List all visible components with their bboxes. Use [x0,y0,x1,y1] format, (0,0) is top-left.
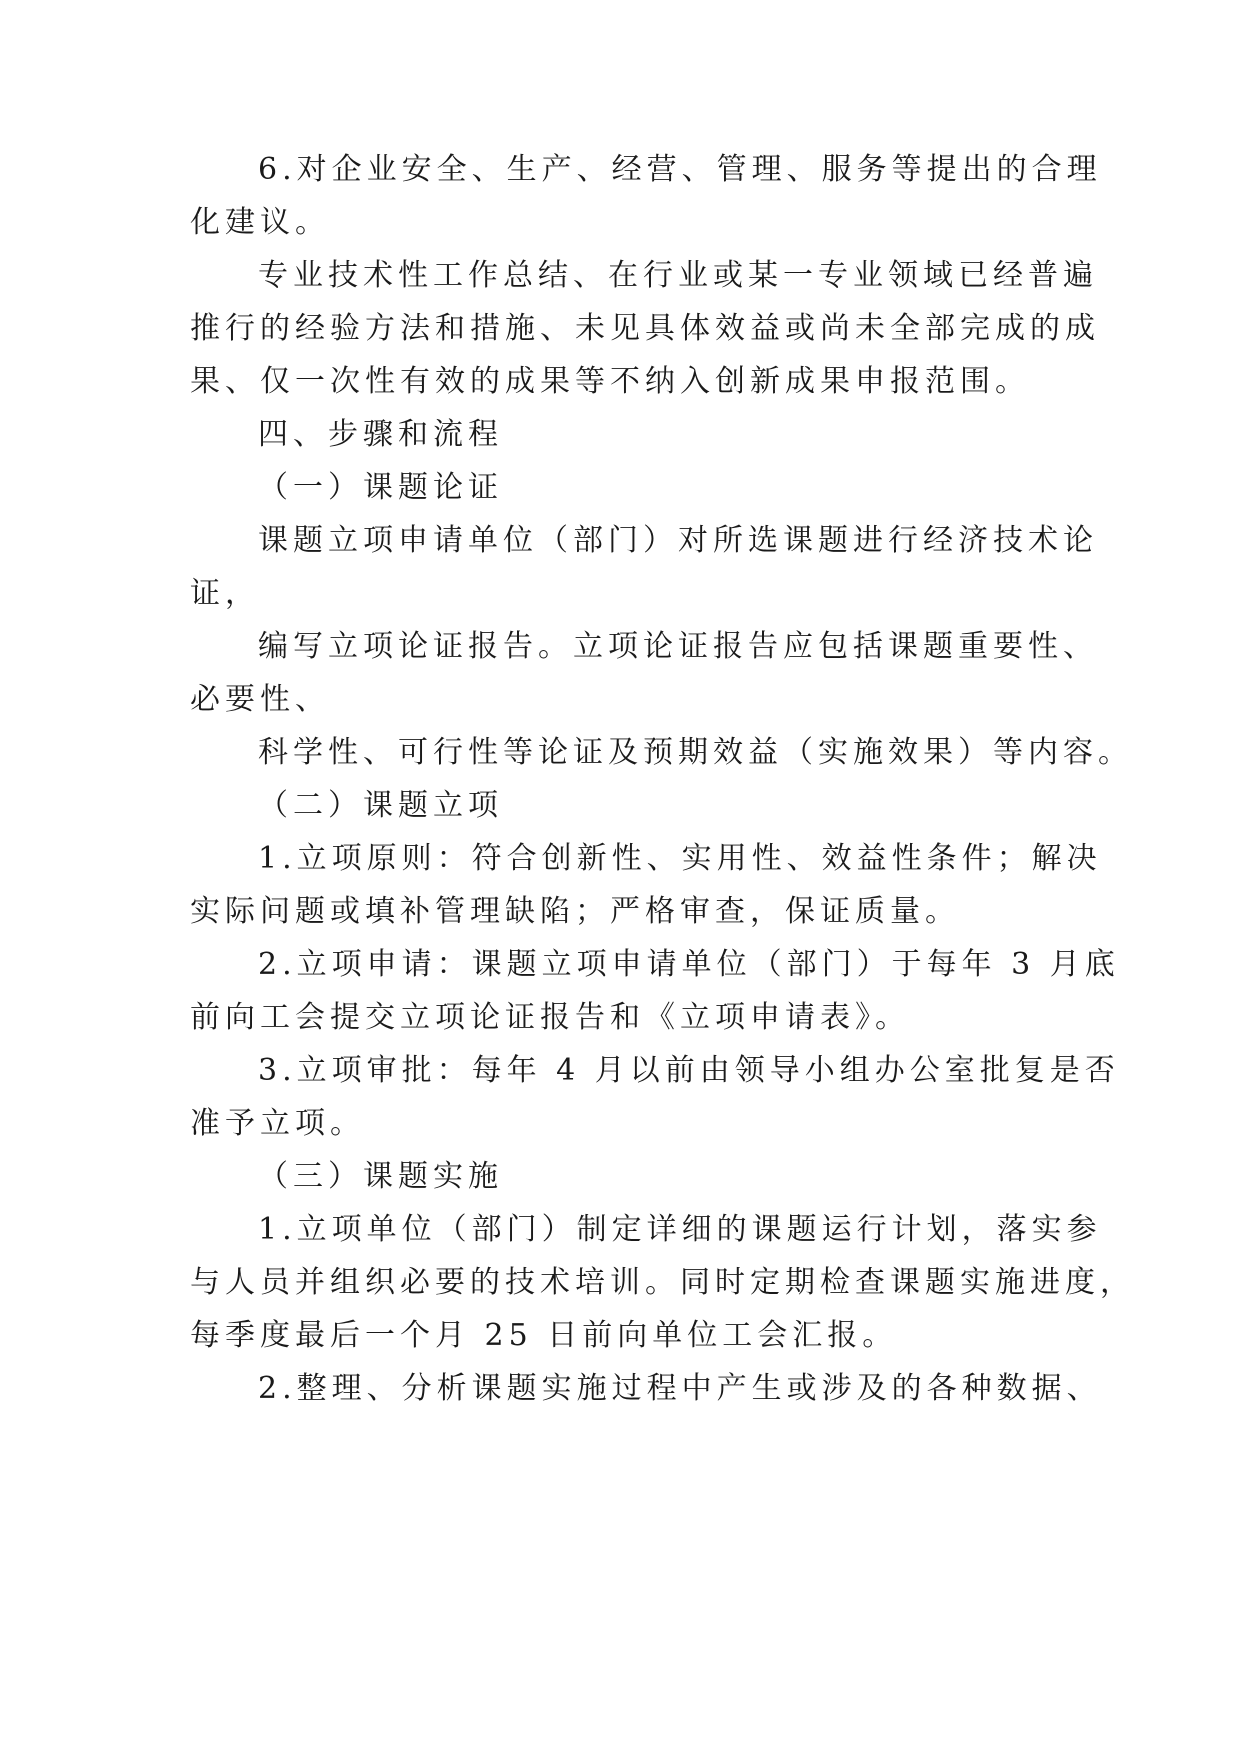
paragraph-line: 6.对企业安全、生产、经营、管理、服务等提出的合理 [258,152,1102,187]
paragraph-line: 必要性、 [190,682,330,717]
paragraph-line: 3.立项审批：每年 4 月以前由领导小组办公室批复是否 [258,1053,1120,1088]
paragraph-line: 每季度最后一个月 25 日前向单位工会汇报。 [190,1318,898,1353]
section-heading: 四、步骤和流程 [258,417,503,452]
paragraph-line: 2.整理、分析课题实施过程中产生或涉及的各种数据、 [258,1371,1102,1406]
subsection-heading: （三）课题实施 [258,1159,503,1194]
paragraph-line: 准予立项。 [190,1106,365,1141]
paragraph-line: 证， [190,576,260,611]
paragraph-line: 编写立项论证报告。立项论证报告应包括课题重要性、 [258,629,1098,664]
paragraph-line: 与人员并组织必要的技术培训。同时定期检查课题实施进度， [190,1265,1135,1300]
paragraph-line: 1.立项单位（部门）制定详细的课题运行计划，落实参 [258,1212,1102,1247]
subsection-heading: （二）课题立项 [258,788,503,823]
paragraph-line: 实际问题或填补管理缺陷；严格审查，保证质量。 [190,894,960,929]
paragraph-line: 推行的经验方法和措施、未见具体效益或尚未全部完成的成 [190,311,1100,346]
paragraph-line: 专业技术性工作总结、在行业或某一专业领域已经普遍 [258,258,1098,293]
subsection-heading: （一）课题论证 [258,470,503,505]
paragraph-line: 化建议。 [190,205,330,240]
paragraph-line: 课题立项申请单位（部门）对所选课题进行经济技术论 [258,523,1098,558]
paragraph-line: 2.立项申请：课题立项申请单位（部门）于每年 3 月底 [258,947,1120,982]
paragraph-line: 果、仅一次性有效的成果等不纳入创新成果申报范围。 [190,364,1030,399]
paragraph-line: 前向工会提交立项论证报告和《立项申请表》。 [190,1000,910,1035]
paragraph-line: 1.立项原则：符合创新性、实用性、效益性条件；解决 [258,841,1102,876]
paragraph-line: 科学性、可行性等论证及预期效益（实施效果）等内容。 [258,735,1133,770]
